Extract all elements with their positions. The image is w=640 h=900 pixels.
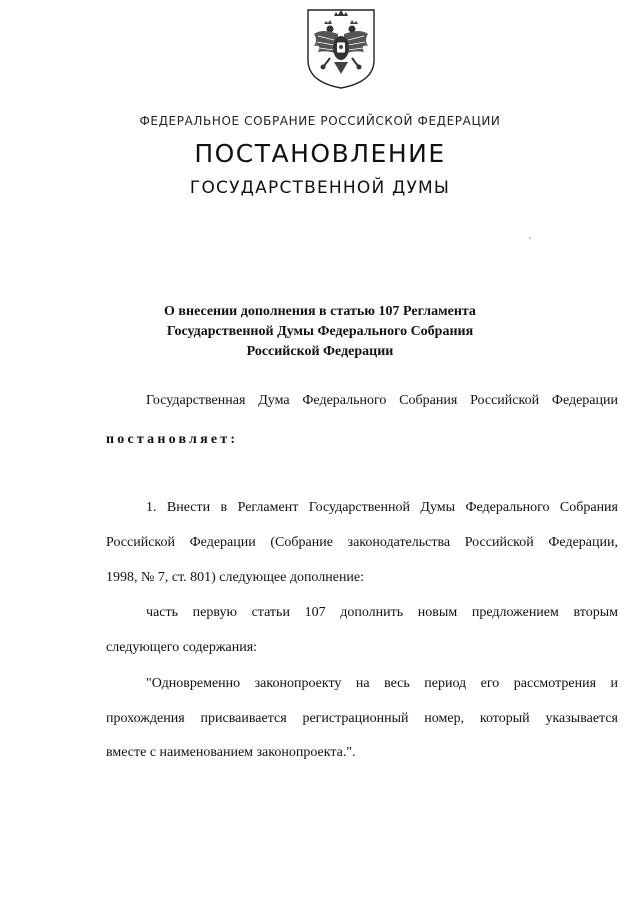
paragraph-2-line: следующего содержания: <box>106 640 258 655</box>
bill-title-line: О внесении дополнения в статью 107 Регламента <box>164 304 476 319</box>
paragraph-1-line: 1998, № 7, ст. 801) следующее дополнение: <box>106 570 365 585</box>
quote-line: "Одновременно законопроекту на весь период его рассмотрения и <box>146 676 618 691</box>
paragraph-1-line: 1. Внести в Регламент Государственной Думы Федерального Собрания <box>146 500 618 515</box>
scan-speck <box>529 237 531 239</box>
document-type: ПОСТАНОВЛЕНИЕ <box>194 139 446 168</box>
issuer-name: ГОСУДАРСТВЕННОЙ ДУМЫ <box>189 178 451 198</box>
organization-name: ФЕДЕРАЛЬНОЕ СОБРАНИЕ РОССИЙСКОЙ ФЕДЕРАЦИИ <box>139 114 501 128</box>
coat-of-arms-icon <box>300 4 382 90</box>
preamble-text: Государственная Дума Федерального Собрания Российской Федерации <box>146 393 618 408</box>
bill-title <box>120 302 520 362</box>
quote-line: вместе с наименованием законопроекта.". <box>106 745 356 760</box>
bill-title-line: Государственной Думы Федерального Собрания <box>166 324 474 339</box>
paragraph-1-line: Российской Федерации (Собрание законодательства Российской Федерации, <box>106 535 618 550</box>
resolves-word: постановляет: <box>106 432 239 447</box>
quote-line: прохождения присваивается регистрационный номер, который указывается <box>106 711 618 726</box>
bill-title-line: Российской Федерации <box>246 344 394 359</box>
paragraph-2-line: часть первую статьи 107 дополнить новым предложением вторым <box>146 605 618 620</box>
